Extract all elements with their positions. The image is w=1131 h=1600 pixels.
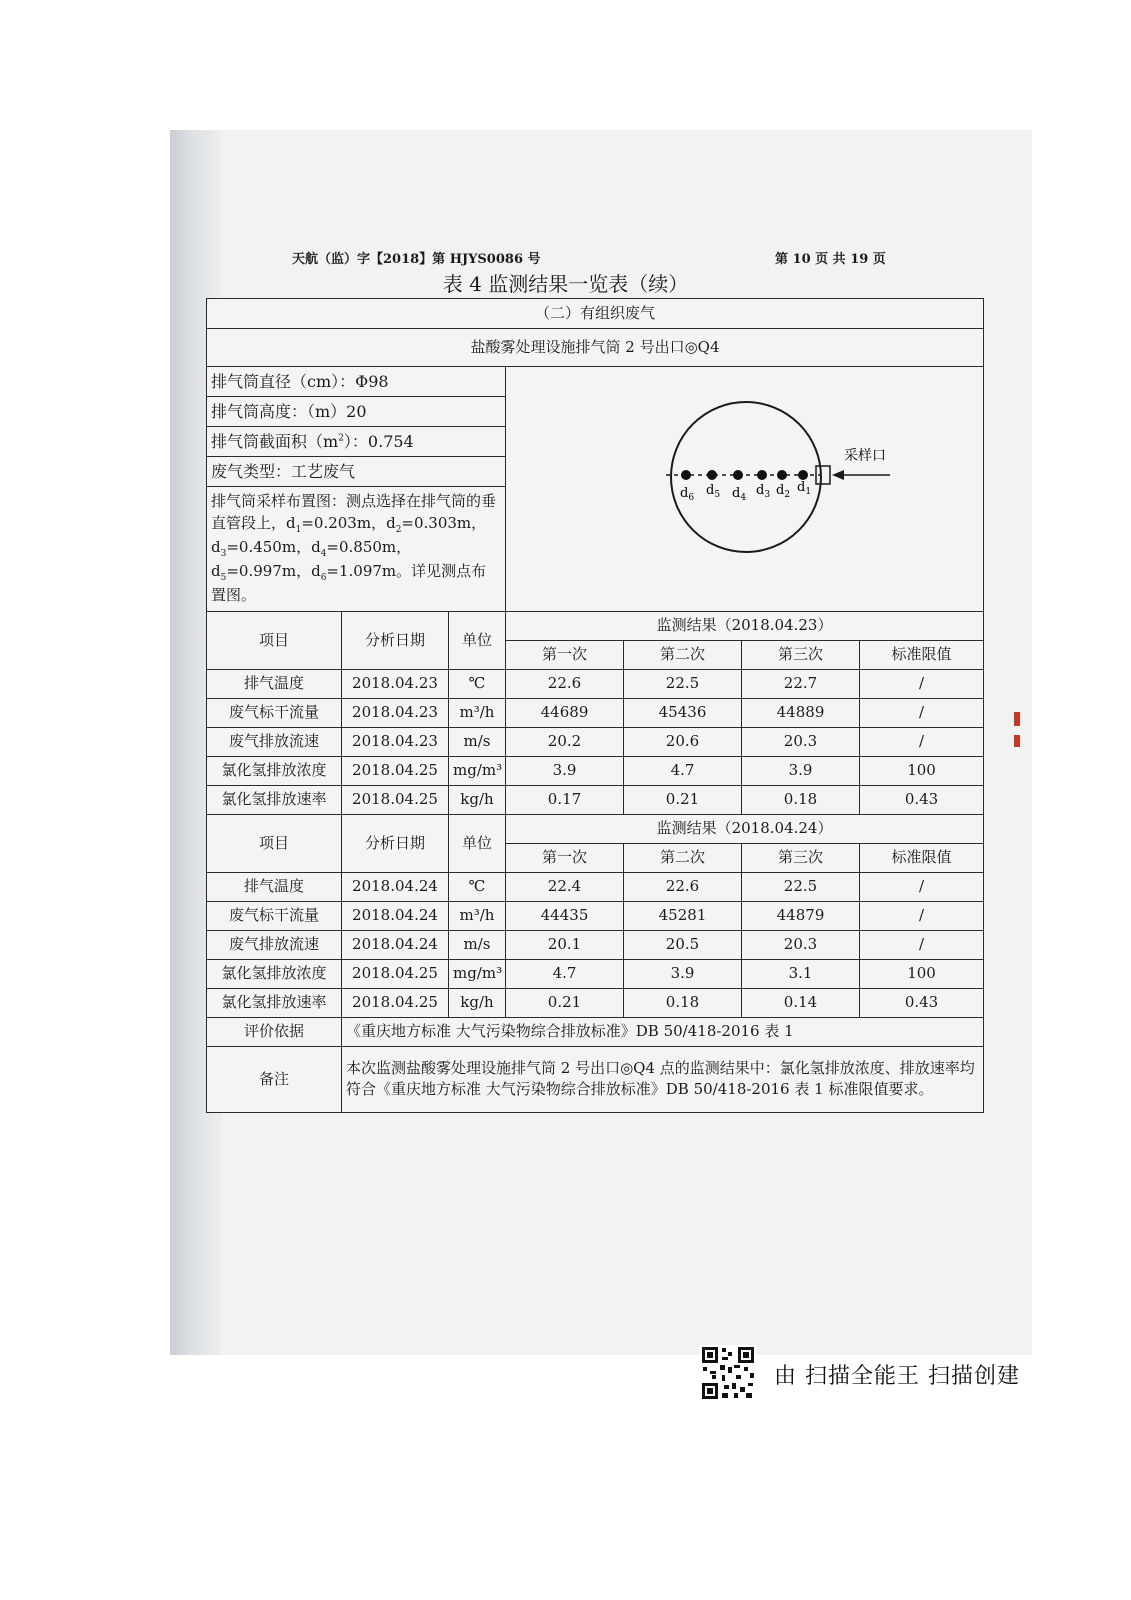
row-value-3: 3.1 — [742, 959, 860, 988]
red-mark — [1014, 735, 1020, 747]
table-row — [207, 698, 984, 727]
row-limit: 0.43 — [860, 785, 984, 814]
column-header-third: 第三次 — [742, 640, 860, 669]
row-unit: m/s — [449, 727, 506, 756]
row-item: 排气温度 — [207, 669, 342, 698]
sampling-layout-text: 排气筒采样布置图：测点选择在排气筒的垂直管段上，$d_1=0.203m$，$d_2=0.303m$，$d_3=0.450m$，$d_4=0.850m$，$d_5=0.997m$，$d_6=1.097m$。详见测点布置图。 — [207, 487, 506, 612]
row-date: 2018.04.23 — [342, 727, 449, 756]
column-header-third: 第三次 — [742, 843, 860, 872]
column-header-second: 第二次 — [624, 640, 742, 669]
row-value-3: 0.18 — [742, 785, 860, 814]
result-title-2: 监测结果（2018.04.24） — [506, 814, 984, 843]
row-value-3: 44879 — [742, 901, 860, 930]
row-value-2: 20.5 — [624, 930, 742, 959]
row-date: 2018.04.24 — [342, 872, 449, 901]
document-number: 天航（监）字【2018】第 HJYS0086 号 — [292, 252, 541, 267]
row-item: 氯化氢排放速率 — [207, 785, 342, 814]
row-unit: m/s — [449, 930, 506, 959]
table-row — [207, 959, 984, 988]
row-limit: / — [860, 930, 984, 959]
row-value-1: 44435 — [506, 901, 624, 930]
point-label-d4: $d_4$ — [731, 486, 746, 504]
row-item: 排气温度 — [207, 872, 342, 901]
arrow-icon — [832, 470, 844, 480]
row-date: 2018.04.25 — [342, 988, 449, 1017]
column-header-item: 项目 — [207, 611, 342, 669]
row-value-2: 22.6 — [624, 872, 742, 901]
column-header-first: 第一次 — [506, 640, 624, 669]
row-value-3: 20.3 — [742, 727, 860, 756]
row-limit: / — [860, 901, 984, 930]
table-row — [207, 930, 984, 959]
row-value-1: 44689 — [506, 698, 624, 727]
table-row — [207, 901, 984, 930]
row-value-1: 20.1 — [506, 930, 624, 959]
row-unit: ℃ — [449, 669, 506, 698]
row-limit: 0.43 — [860, 988, 984, 1017]
row-limit: / — [860, 727, 984, 756]
row-value-3: 3.9 — [742, 756, 860, 785]
column-header-limit: 标准限值 — [860, 843, 984, 872]
row-item: 氯化氢排放浓度 — [207, 959, 342, 988]
row-date: 2018.04.23 — [342, 698, 449, 727]
row-value-3: 20.3 — [742, 930, 860, 959]
column-header-item: 项目 — [207, 814, 342, 872]
row-unit: mg/m³ — [449, 959, 506, 988]
row-value-1: 22.6 — [506, 669, 624, 698]
sampling-point-d5 — [707, 470, 717, 480]
row-item: 废气标干流量 — [207, 698, 342, 727]
sampling-diagram — [506, 367, 984, 612]
row-limit: 100 — [860, 959, 984, 988]
sample-port-label: 采样口 — [843, 448, 886, 465]
row-unit: mg/m³ — [449, 756, 506, 785]
row-unit: kg/h — [449, 988, 506, 1017]
table-row — [207, 785, 984, 814]
row-item: 氯化氢排放浓度 — [207, 756, 342, 785]
sampling-point-d2 — [777, 470, 787, 480]
column-header-date: 分析日期 — [342, 814, 449, 872]
row-value-3: 22.5 — [742, 872, 860, 901]
column-header-limit: 标准限值 — [860, 640, 984, 669]
row-value-1: 20.2 — [506, 727, 624, 756]
stack-diameter: 排气筒直径（cm）：Φ98 — [207, 367, 506, 397]
row-value-1: 3.9 — [506, 756, 624, 785]
stack-height: 排气筒高度：（m）20 — [207, 397, 506, 427]
row-unit: kg/h — [449, 785, 506, 814]
remarks-label: 备注 — [207, 1046, 342, 1112]
page-info: 第 10 页 共 19 页 — [775, 252, 886, 267]
red-mark — [1014, 712, 1020, 726]
row-value-2: 45436 — [624, 698, 742, 727]
row-item: 废气排放流速 — [207, 727, 342, 756]
row-limit: / — [860, 669, 984, 698]
row-value-1: 22.4 — [506, 872, 624, 901]
row-date: 2018.04.23 — [342, 669, 449, 698]
gas-type: 废气类型：工艺废气 — [207, 457, 506, 487]
table-row — [207, 872, 984, 901]
point-label-d2: $d_2$ — [775, 483, 790, 501]
remarks-value: 本次监测盐酸雾处理设施排气筒 2 号出口◎Q4 点的监测结果中：氯化氢排放浓度、排放速率均符合《重庆地方标准 大气污染物综合排放标准》DB 50/418-2016 表 1 标准限值要求。 — [342, 1046, 984, 1112]
row-value-3: 22.7 — [742, 669, 860, 698]
result-title-1: 监测结果（2018.04.23） — [506, 611, 984, 640]
table-row — [207, 669, 984, 698]
table-row — [207, 727, 984, 756]
sampling-point-d3 — [757, 470, 767, 480]
scanner-credit: 由 扫描全能王 扫描创建 — [774, 1364, 1020, 1389]
row-limit: / — [860, 698, 984, 727]
row-value-2: 45281 — [624, 901, 742, 930]
evaluation-label: 评价依据 — [207, 1017, 342, 1046]
table-row — [207, 756, 984, 785]
row-date: 2018.04.24 — [342, 901, 449, 930]
sampling-point-d6 — [681, 470, 691, 480]
row-value-2: 20.6 — [624, 727, 742, 756]
row-value-2: 4.7 — [624, 756, 742, 785]
row-item: 废气标干流量 — [207, 901, 342, 930]
row-value-2: 22.5 — [624, 669, 742, 698]
row-unit: m³/h — [449, 698, 506, 727]
table-title: 表 4 监测结果一览表（续） — [442, 272, 689, 296]
row-value-3: 44889 — [742, 698, 860, 727]
column-header-unit: 单位 — [449, 611, 506, 669]
sampling-point-diagram — [510, 382, 980, 590]
sampling-point-d4 — [733, 470, 743, 480]
row-date: 2018.04.25 — [342, 756, 449, 785]
row-item: 废气排放流速 — [207, 930, 342, 959]
section-title: （二）有组织废气 — [207, 299, 984, 329]
row-date: 2018.04.24 — [342, 930, 449, 959]
location-title: 盐酸雾处理设施排气筒 2 号出口◎Q4 — [207, 329, 984, 367]
qr-code-icon — [700, 1345, 756, 1401]
point-label-d1: $d_1$ — [796, 480, 811, 498]
row-value-1: 0.21 — [506, 988, 624, 1017]
point-label-d6: $d_6$ — [679, 486, 694, 504]
row-date: 2018.04.25 — [342, 785, 449, 814]
row-value-2: 3.9 — [624, 959, 742, 988]
row-limit: 100 — [860, 756, 984, 785]
point-label-d3: $d_3$ — [755, 483, 770, 501]
column-header-unit: 单位 — [449, 814, 506, 872]
column-header-first: 第一次 — [506, 843, 624, 872]
point-label-d5: $d_5$ — [705, 483, 720, 501]
row-date: 2018.04.25 — [342, 959, 449, 988]
column-header-date: 分析日期 — [342, 611, 449, 669]
stack-area: 排气筒截面积$(m^2)$：0.754 — [207, 427, 506, 457]
sampling-point-d1 — [798, 470, 808, 480]
table-row — [207, 988, 984, 1017]
evaluation-value: 《重庆地方标准 大气污染物综合排放标准》DB 50/418-2016 表 1 — [342, 1017, 984, 1046]
row-unit: m³/h — [449, 901, 506, 930]
row-value-1: 0.17 — [506, 785, 624, 814]
monitoring-table — [206, 298, 984, 1113]
row-limit: / — [860, 872, 984, 901]
scanner-footer — [700, 1345, 1030, 1405]
row-item: 氯化氢排放速率 — [207, 988, 342, 1017]
row-value-1: 4.7 — [506, 959, 624, 988]
row-unit: ℃ — [449, 872, 506, 901]
row-value-3: 0.14 — [742, 988, 860, 1017]
column-header-second: 第二次 — [624, 843, 742, 872]
row-value-2: 0.18 — [624, 988, 742, 1017]
row-value-2: 0.21 — [624, 785, 742, 814]
